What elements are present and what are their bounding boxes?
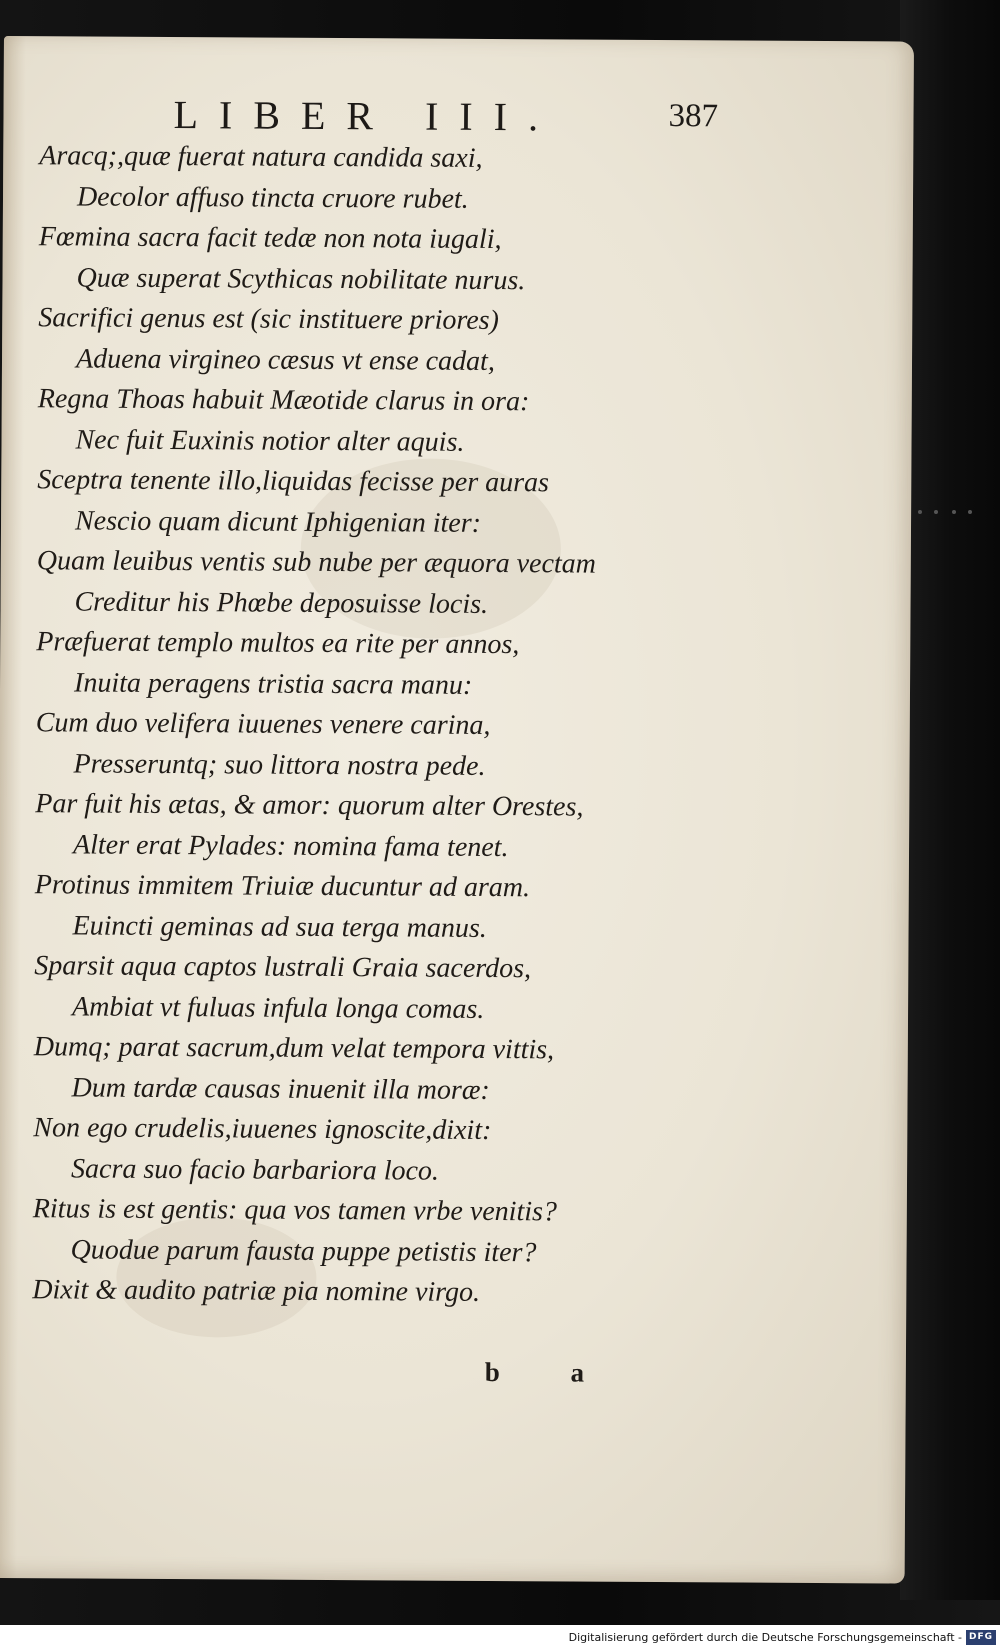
verse-line: Sacra suo facio barbariora loco. bbox=[70, 1152, 440, 1187]
verse-line: Ritus is est gentis: qua vos tamen vrbe venitis? bbox=[32, 1193, 558, 1228]
funding-credit: Digitalisierung gefördert durch die Deutsche Forschungsgemeinschaft - bbox=[568, 1631, 962, 1644]
verse-line: Presseruntq; suo littora nostra pede. bbox=[73, 747, 486, 782]
verse-line: Præfuerat templo multos ea rite per annos, bbox=[36, 626, 520, 661]
edge-speck bbox=[968, 510, 972, 514]
verse-line: Non ego crudelis,iuuenes ignoscite,dixit: bbox=[33, 1112, 492, 1146]
dfg-logo: DFG bbox=[966, 1630, 996, 1645]
verse-line: Decolor affuso tincta cruore rubet. bbox=[76, 180, 469, 215]
verse-line: Ambiat vt fuluas infula longa comas. bbox=[71, 990, 485, 1025]
book-edge-strip bbox=[900, 0, 1000, 1600]
signature-mark: b a bbox=[484, 1356, 617, 1388]
page-header bbox=[173, 91, 733, 144]
verse-line: Sparsit aqua captos lustrali Graia sacerdos, bbox=[34, 950, 532, 985]
verse-line: Quæ superat Scythicas nobilitate nurus. bbox=[76, 261, 526, 296]
running-head: LIBER III. bbox=[173, 92, 560, 140]
verse-line: Dum tardæ causas inuenit illa moræ: bbox=[71, 1071, 490, 1106]
footer-bar bbox=[0, 1625, 1000, 1652]
verse-line: Inuita peragens tristia sacra manu: bbox=[73, 666, 473, 701]
verse-line: Nescio quam dicunt Iphigenian iter: bbox=[74, 504, 482, 539]
verse-line: Cum duo velifera iuuenes venere carina, bbox=[35, 707, 491, 741]
verse-line: Sacrifici genus est (sic instituere priores) bbox=[38, 302, 500, 337]
page-gutter-shadow bbox=[0, 36, 26, 1578]
verse-line: Protinus immitem Triuiæ ducuntur ad aram. bbox=[34, 869, 531, 904]
verse-line: Quodue parum fausta puppe petistis iter? bbox=[70, 1233, 537, 1268]
verse-line: Sceptra tenente illo,liquidas fecisse per auras bbox=[37, 464, 550, 499]
verse-line: Dumq; parat sacrum,dum velat tempora vittis, bbox=[33, 1031, 555, 1066]
verse-line: Fœmina sacra facit tedæ non nota iugali, bbox=[38, 221, 502, 256]
verse-line: Quam leuibus ventis sub nube per æquora vectam bbox=[36, 545, 597, 580]
verse-line: Nec fuit Euxinis notior alter aquis. bbox=[75, 423, 465, 458]
edge-speck bbox=[952, 510, 956, 514]
page-number: 387 bbox=[668, 98, 719, 135]
verse-line: Euincti geminas ad sua terga manus. bbox=[72, 909, 487, 944]
verse-line: Regna Thoas habuit Mæotide clarus in ora: bbox=[37, 383, 530, 418]
verse-line: Aduena virgineo cæsus vt ense cadat, bbox=[75, 342, 495, 377]
verse-block bbox=[32, 136, 879, 1316]
verse-line: Par fuit his ætas, & amor: quorum alter Orestes, bbox=[35, 788, 584, 823]
verse-line: Alter erat Pylades: nomina fama tenet. bbox=[72, 828, 509, 863]
verse-line: Creditur his Phœbe deposuisse locis. bbox=[74, 585, 489, 620]
verse-line: Aracq;,quæ fuerat natura candida saxi, bbox=[39, 140, 483, 174]
book-page bbox=[0, 36, 914, 1584]
verse-line: Dixit & audito patriæ pia nomine virgo. bbox=[32, 1274, 481, 1308]
edge-speck bbox=[934, 510, 938, 514]
edge-speck bbox=[918, 510, 922, 514]
